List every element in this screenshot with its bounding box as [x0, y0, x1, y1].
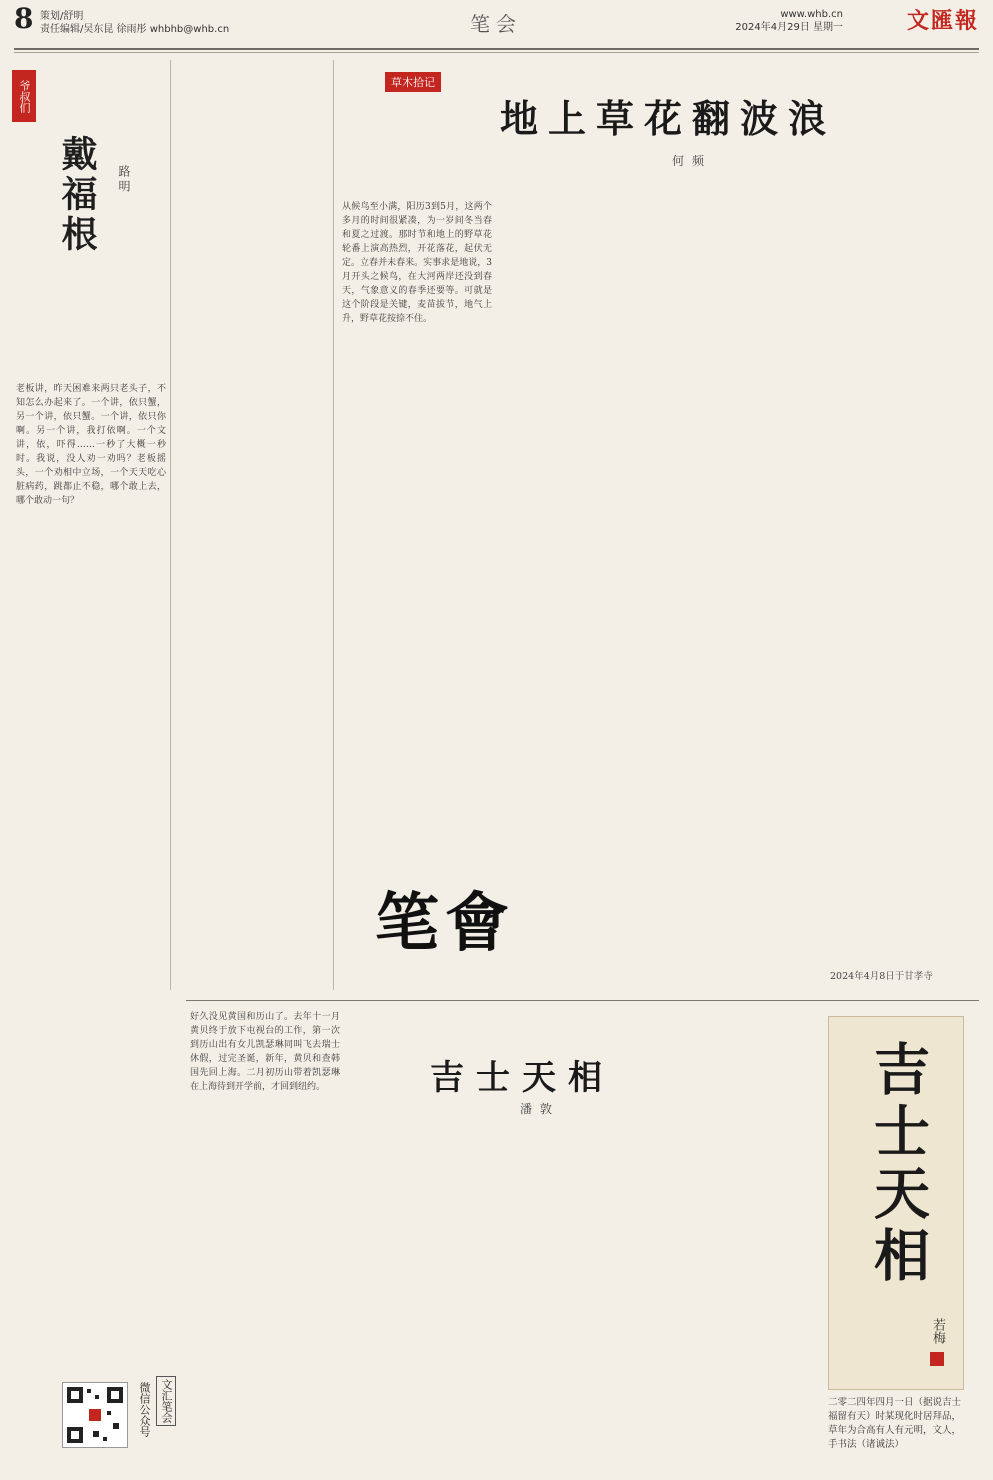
article3-col4: [664, 1010, 814, 1470]
qr-code[interactable]: [62, 1382, 128, 1448]
issue-date: 2024年4月29日 星期一: [735, 22, 843, 33]
section-title: 笔会: [470, 12, 522, 36]
bihui-calligraphy: 笔會: [375, 886, 515, 961]
section-divider: [186, 1000, 979, 1001]
article2-col3: [660, 200, 810, 960]
scroll-caption: 二零二四年四月一日（据说吉士福留有天）时某现化时居拜品，草年为合高有人有元明，文人，手书法（诸诚法）: [828, 1397, 962, 1450]
column-divider: [170, 60, 171, 990]
website[interactable]: www.whb.cn: [780, 9, 843, 20]
column-divider: [333, 60, 334, 990]
header-meta: [735, 8, 843, 34]
article2-col4: [820, 200, 970, 960]
article2-tag: 草木拾记: [385, 72, 441, 92]
article3-body: 好久没见黄国和历山了。去年十一月黄贝终于放下屯视台的工作，第一次到历山出有女儿凯瑟琳同叫飞去瑞士休假，过完圣诞，新年，黄贝和查韩国先回上海。二月初历山带着凯瑟琳在上海待到开学前，才回到纽约。: [190, 1012, 340, 1092]
article3-col3: [506, 1150, 656, 1470]
article1-title: 戴福根: [56, 135, 98, 255]
page-number: 8: [14, 2, 34, 35]
editor-line: 责任编辑/吴东昆 徐雨彤 whbhb@whb.cn: [40, 24, 230, 35]
article2-body: 从候鸟至小满，阳历3到5月，这两个多月的时间很紧凑，为一岁间冬当春和夏之过渡。那时节和地上的野草花轮番上演高热烈，开花落花，起伏无定。立春并未春来。实事求是地说，3月开头之候鸟，在大河两岸还没到春天，气象意义的春季还要等。可就是这个阶段是关键，麦苗拔节，地气上升，野草花按捺不住。: [342, 202, 492, 324]
article1-body-cont: [16, 1010, 166, 1360]
article3-col2: [348, 1150, 498, 1470]
article3-title: 吉士天相: [430, 1058, 614, 1098]
scroll-calligraphy: 吉士天相: [865, 1040, 931, 1288]
article1-col2: [176, 62, 324, 987]
article3-author: 潘敦: [520, 1102, 561, 1116]
seal-stamp: [930, 1352, 944, 1366]
article1-author: 路明: [117, 165, 131, 195]
article2-author: 何频: [672, 154, 713, 168]
article2-col2: [500, 200, 650, 760]
planner-line: 策划/舒明: [40, 11, 84, 22]
scroll-signature: 若梅: [930, 1318, 945, 1344]
column-tag: 爷叔们: [12, 70, 36, 122]
article2-title: 地上草花翻波浪: [500, 96, 837, 141]
newspaper-logo: 文匯報: [906, 8, 979, 34]
wechat-account-name: 文汇笔会: [156, 1376, 176, 1426]
article2-date: 2024年4月8日于甘孝寺: [830, 971, 933, 982]
wechat-label: 微信公众号: [138, 1382, 151, 1437]
article1-body: 老板讲，昨天困难来两只老头子，不知怎么办起来了。一个讲，依只蟹，另一个讲，依只蟹。一个讲，依只你啊。另一个讲，我打依啊。一个文讲，依，吓得……一秒了大概一秒时。我说，没人劝一劝吗？老板摇头，一个劝相中立场，一个天天吃心脏病药，跳都止不稳，哪个敢上去，哪个敢动一句？: [16, 384, 166, 506]
header-divider: [14, 48, 979, 50]
header-divider-thin: [14, 52, 979, 53]
qr-pattern: [63, 1383, 127, 1447]
editor-credits: [40, 10, 229, 36]
